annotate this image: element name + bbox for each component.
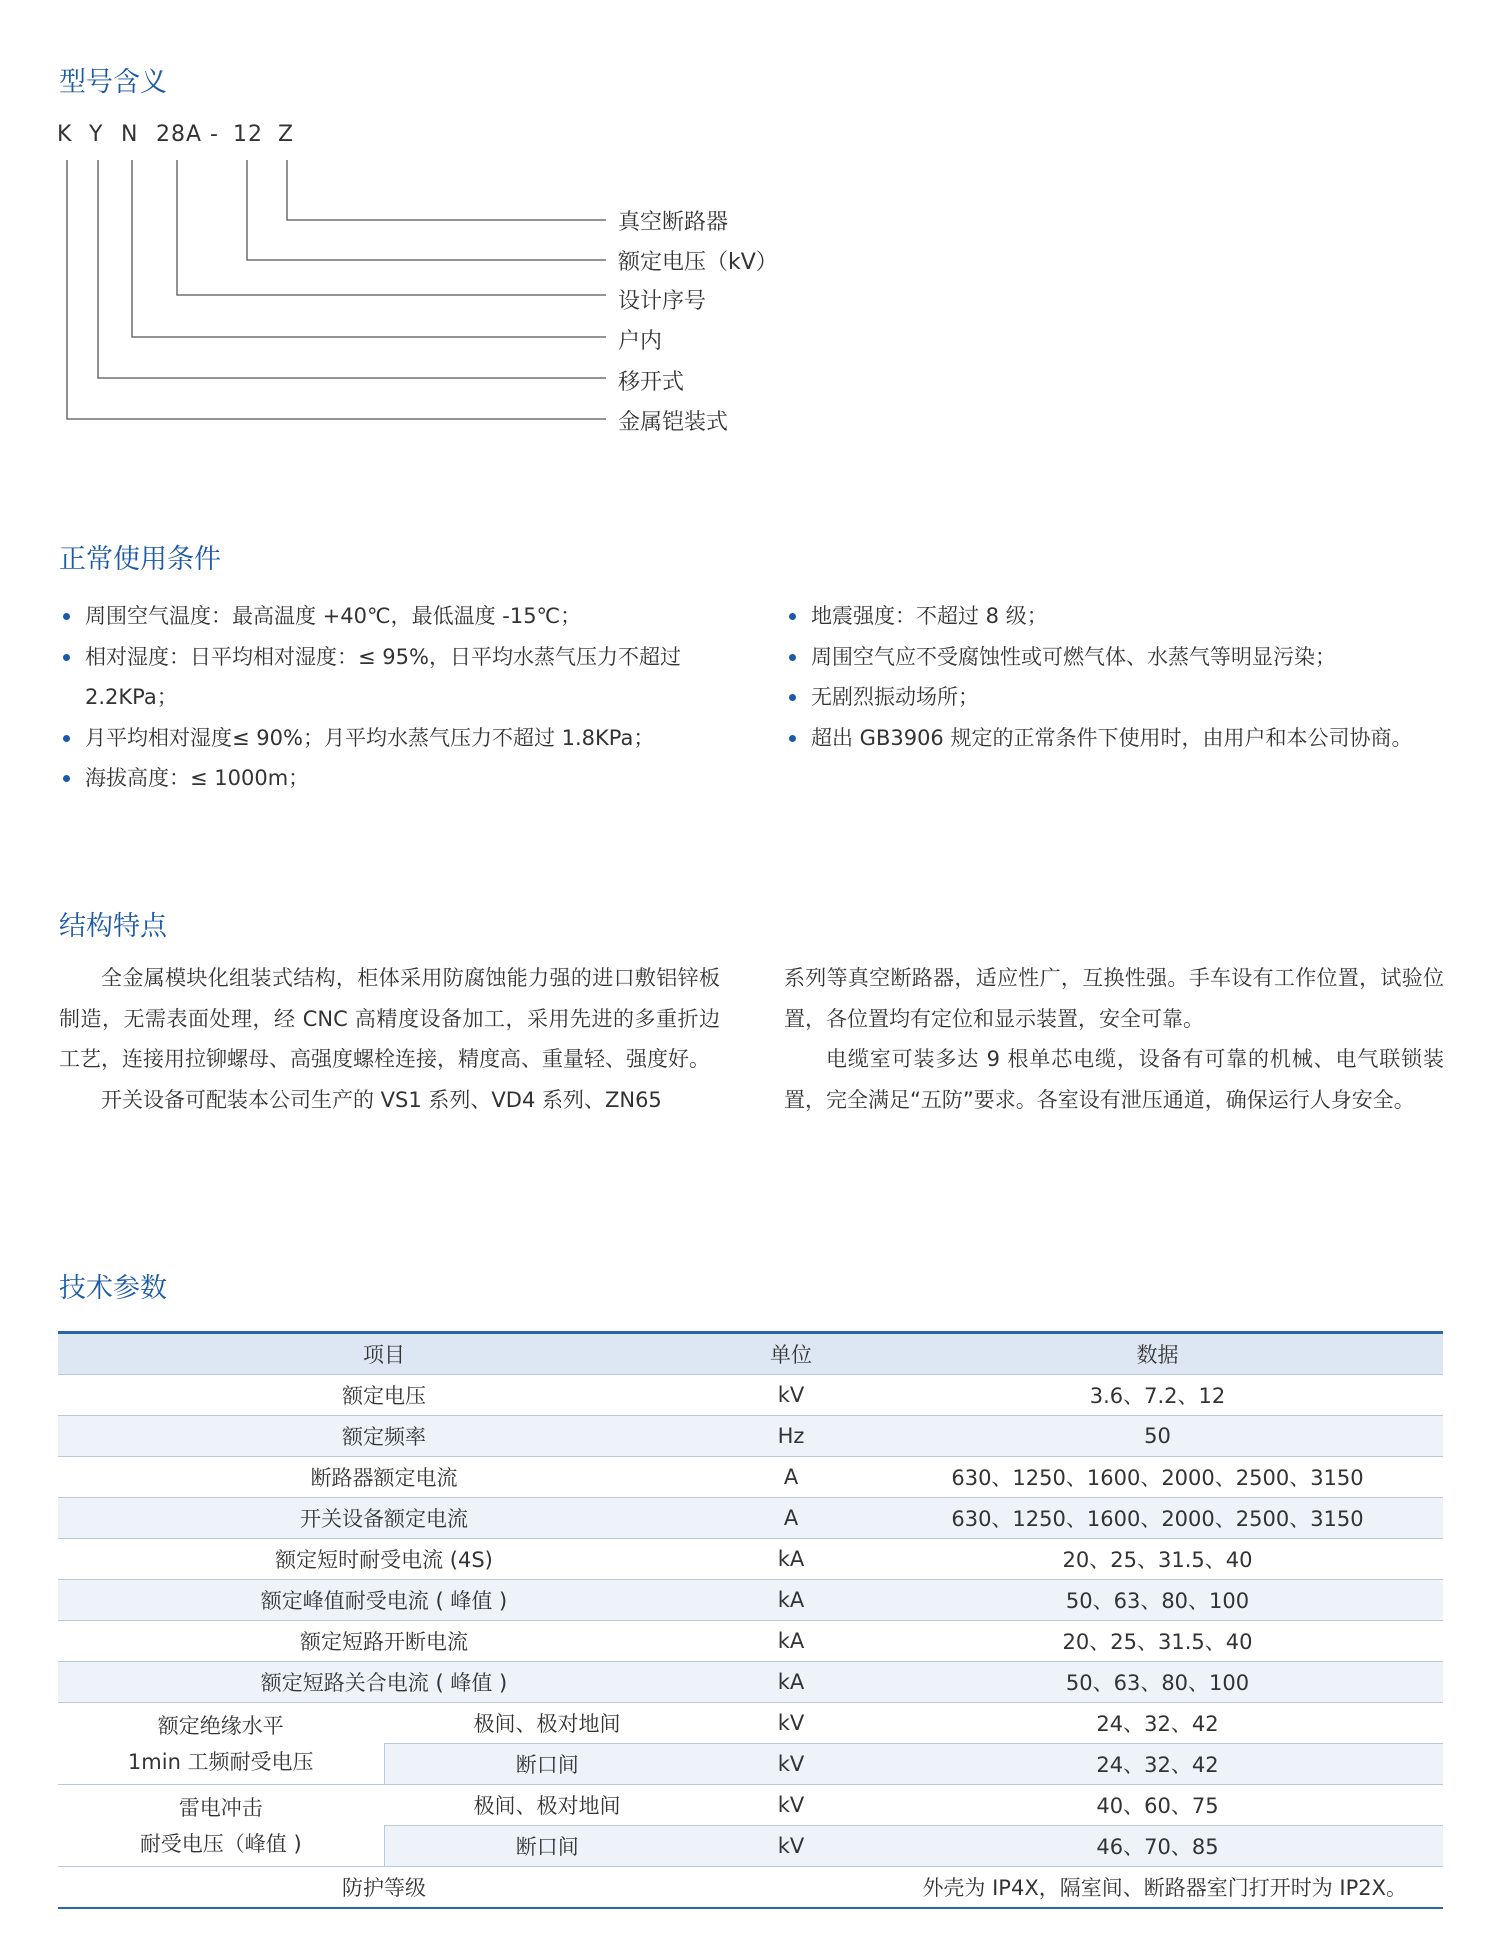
row-unit: kV bbox=[710, 1375, 872, 1416]
header-data: 数据 bbox=[872, 1333, 1443, 1375]
row-item: 额定短路关合电流 ( 峰值 ) bbox=[58, 1662, 710, 1703]
table-row bbox=[58, 1457, 1443, 1498]
model-char-k: K bbox=[57, 122, 73, 147]
row-item: 额定电压 bbox=[58, 1375, 710, 1416]
row-subitem: 极间、极对地间 bbox=[384, 1785, 710, 1826]
row-unit: kV bbox=[710, 1785, 872, 1826]
row-subitem: 极间、极对地间 bbox=[384, 1703, 710, 1744]
row-item: 防护等级 bbox=[58, 1867, 710, 1909]
leader-line-y bbox=[98, 160, 606, 378]
condition-item: 相对湿度：日平均相对湿度：≤ 95%，日平均水蒸气压力不超过 2.2KPa； bbox=[60, 637, 730, 718]
row-item: 额定短路开断电流 bbox=[58, 1621, 710, 1662]
leader-line-n bbox=[132, 160, 606, 337]
table-row bbox=[58, 1621, 1443, 1662]
row-unit: kA bbox=[710, 1580, 872, 1621]
header-item: 项目 bbox=[58, 1333, 710, 1375]
structure-paragraph: 系列等真空断路器，适应性广，互换性强。手车设有工作位置，试验位置，各位置均有定位和显示装置，安全可靠。 bbox=[784, 966, 1444, 1031]
structure-paragraph: 全金属模块化组装式结构，柜体采用防腐蚀能力强的进口敷铝锌板制造，无需表面处理，经 CNC 高精度设备加工，采用先进的多重折边工艺，连接用拉铆螺母、高强度螺栓连接，精度高、重量轻、强度好。 bbox=[59, 966, 720, 1071]
row-data: 630、1250、1600、2000、2500、3150 bbox=[872, 1457, 1443, 1498]
section-title-params: 技术参数 bbox=[59, 1273, 167, 1304]
row-item: 额定频率 bbox=[58, 1416, 710, 1457]
table-row bbox=[58, 1498, 1443, 1539]
leader-line-k bbox=[67, 160, 606, 419]
table-row bbox=[58, 1703, 1443, 1744]
lightning-label-line2: 耐受电压（峰值 ) bbox=[139, 1831, 302, 1856]
row-data: 外壳为 IP4X，隔室间、断路器室门打开时为 IP2X。 bbox=[710, 1867, 1443, 1909]
condition-item: 地震强度：不超过 8 级； bbox=[786, 596, 1456, 637]
model-label-rated-voltage: 额定电压（kV） bbox=[618, 250, 778, 275]
row-item: 额定峰值耐受电流 ( 峰值 ) bbox=[58, 1580, 710, 1621]
insulation-level-label bbox=[58, 1703, 384, 1785]
conditions-list-left bbox=[60, 596, 730, 799]
model-char-dash: - bbox=[210, 122, 219, 147]
row-unit: kV bbox=[710, 1703, 872, 1744]
model-label-vcb: 真空断路器 bbox=[618, 210, 729, 235]
model-char-28a: 28A bbox=[156, 122, 203, 147]
row-unit: kV bbox=[710, 1744, 872, 1785]
leader-line-28a bbox=[177, 160, 606, 295]
table-row bbox=[58, 1662, 1443, 1703]
model-label-indoor: 户内 bbox=[618, 329, 663, 354]
model-char-z: Z bbox=[278, 122, 295, 147]
row-data: 50、63、80、100 bbox=[872, 1580, 1443, 1621]
condition-item: 周围空气温度：最高温度 +40℃，最低温度 -15℃； bbox=[60, 596, 730, 637]
row-subitem: 断口间 bbox=[384, 1744, 710, 1785]
row-item: 额定短时耐受电流 (4S) bbox=[58, 1539, 710, 1580]
table-header-row bbox=[58, 1333, 1443, 1375]
parameters-table bbox=[58, 1331, 1443, 1909]
model-char-y: Y bbox=[89, 122, 104, 147]
section-title-conditions: 正常使用条件 bbox=[59, 544, 221, 575]
row-data: 630、1250、1600、2000、2500、3150 bbox=[872, 1498, 1443, 1539]
section-title-structure: 结构特点 bbox=[59, 911, 167, 942]
row-data: 50 bbox=[872, 1416, 1443, 1457]
row-data: 3.6、7.2、12 bbox=[872, 1375, 1443, 1416]
leader-line-z bbox=[287, 160, 606, 220]
header-unit: 单位 bbox=[710, 1333, 872, 1375]
row-data: 40、60、75 bbox=[872, 1785, 1443, 1826]
table-row bbox=[58, 1580, 1443, 1621]
lightning-label-line1: 雷电冲击 bbox=[178, 1795, 263, 1820]
model-diagram bbox=[0, 0, 800, 460]
insulation-label-line1: 额定绝缘水平 bbox=[157, 1713, 284, 1738]
model-label-withdrawable: 移开式 bbox=[618, 370, 685, 395]
row-item: 断路器额定电流 bbox=[58, 1457, 710, 1498]
row-data: 24、32、42 bbox=[872, 1744, 1443, 1785]
table-row bbox=[58, 1867, 1443, 1909]
structure-text-right bbox=[784, 958, 1444, 1120]
row-unit: A bbox=[710, 1498, 872, 1539]
model-char-12: 12 bbox=[233, 122, 263, 147]
model-label-design-no: 设计序号 bbox=[618, 289, 707, 314]
structure-text-left bbox=[59, 958, 720, 1120]
row-data: 50、63、80、100 bbox=[872, 1662, 1443, 1703]
structure-paragraph: 电缆室可装多达 9 根单芯电缆，设备有可靠的机械、电气联锁装置，完全满足“五防”要求。各室设有泄压通道，确保运行人身安全。 bbox=[784, 1047, 1444, 1112]
row-unit: kA bbox=[710, 1539, 872, 1580]
table-row bbox=[58, 1539, 1443, 1580]
row-data: 20、25、31.5、40 bbox=[872, 1621, 1443, 1662]
section-title-model: 型号含义 bbox=[59, 67, 167, 98]
row-data: 24、32、42 bbox=[872, 1703, 1443, 1744]
conditions-list-right bbox=[786, 596, 1456, 758]
row-item: 开关设备额定电流 bbox=[58, 1498, 710, 1539]
row-unit: kA bbox=[710, 1621, 872, 1662]
row-unit: kA bbox=[710, 1662, 872, 1703]
structure-paragraph: 开关设备可配装本公司生产的 VS1 系列、VD4 系列、ZN65 bbox=[101, 1087, 662, 1112]
condition-item: 海拔高度：≤ 1000m； bbox=[60, 758, 730, 799]
condition-item: 超出 GB3906 规定的正常条件下使用时，由用户和本公司协商。 bbox=[786, 718, 1456, 759]
row-subitem: 断口间 bbox=[384, 1826, 710, 1867]
row-unit: kV bbox=[710, 1826, 872, 1867]
row-unit: A bbox=[710, 1457, 872, 1498]
table-row bbox=[58, 1416, 1443, 1457]
model-label-metal-clad: 金属铠装式 bbox=[618, 410, 729, 435]
row-data: 20、25、31.5、40 bbox=[872, 1539, 1443, 1580]
lightning-impulse-label bbox=[58, 1785, 384, 1867]
leader-line-12 bbox=[247, 160, 606, 260]
condition-item: 月平均相对湿度≤ 90%；月平均水蒸气压力不超过 1.8KPa； bbox=[60, 718, 730, 759]
insulation-label-line2: 1min 工频耐受电压 bbox=[127, 1749, 314, 1774]
table-row bbox=[58, 1785, 1443, 1826]
condition-item: 无剧烈振动场所； bbox=[786, 677, 1456, 718]
row-data: 46、70、85 bbox=[872, 1826, 1443, 1867]
condition-item: 周围空气应不受腐蚀性或可燃气体、水蒸气等明显污染； bbox=[786, 637, 1456, 678]
model-char-n: N bbox=[121, 122, 139, 147]
table-row bbox=[58, 1375, 1443, 1416]
row-unit: Hz bbox=[710, 1416, 872, 1457]
